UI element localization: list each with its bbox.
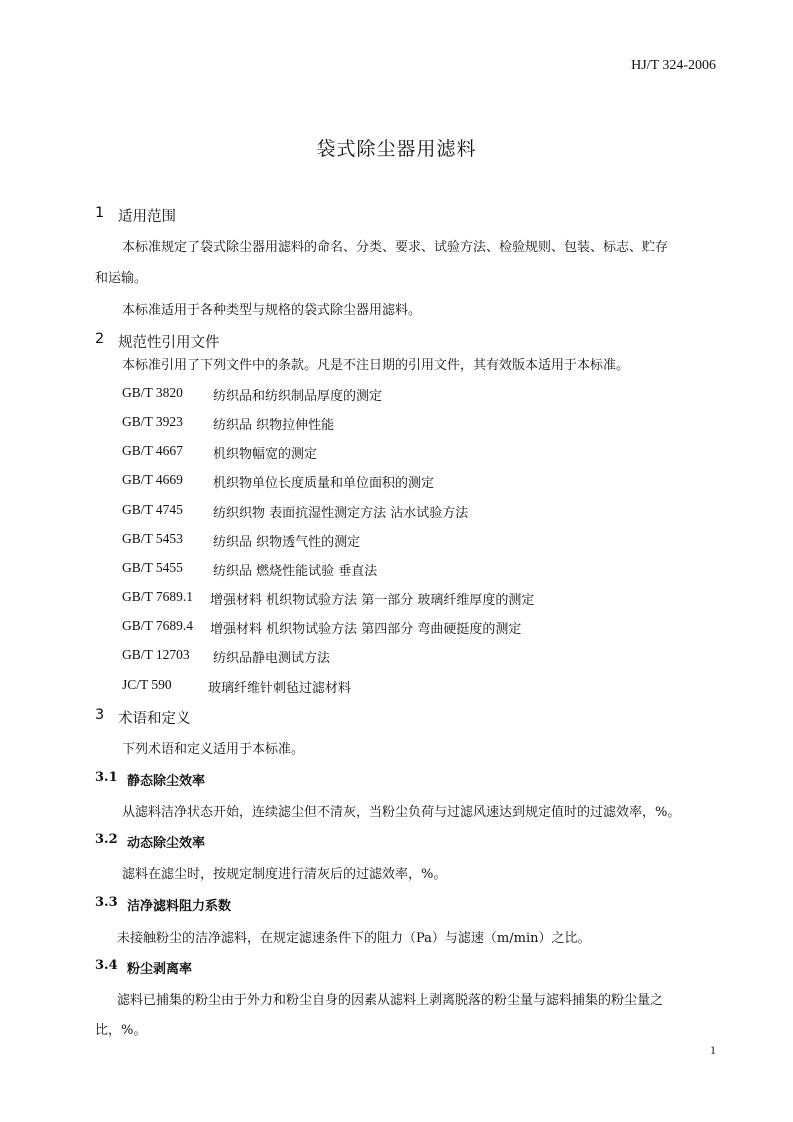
page-title: 袋式除尘器用滤料 — [316, 138, 477, 160]
section-3-number: 3 — [95, 707, 105, 723]
section-1-paragraph-1-line-1: 本标准规定了袋式除尘器用滤料的命名、分类、要求、试验方法、检验规则、包装、标志、贮存 — [122, 240, 669, 255]
reference-code: GB/T 4667 — [122, 443, 183, 458]
section-3-intro: 下列术语和定义适用于本标准。 — [122, 742, 305, 757]
term-definition: 滤料已捕集的粉尘由于外力和粉尘自身的因素从滤料上剥离脱落的粉尘量与滤料捕集的粉尘量之 — [117, 993, 664, 1008]
section-1-paragraph-1-line-2: 和运输。 — [95, 271, 148, 286]
term-definition: 未接触粉尘的洁净滤料，在规定滤速条件下的阻力（Pa）与滤速（m/min）之比。 — [117, 931, 591, 946]
term-heading: 粉尘剥离率 — [127, 962, 193, 977]
reference-code: GB/T 3820 — [122, 385, 183, 400]
section-2-heading: 规范性引用文件 — [118, 335, 220, 351]
term-definition-continued: 比，%。 — [95, 1023, 147, 1038]
reference-code: GB/T 7689.4 — [122, 618, 194, 633]
reference-title: 增强材料 机织物试验方法 第一部分 玻璃纤维厚度的测定 — [210, 593, 535, 608]
reference-title: 纺织品和纺织制品厚度的测定 — [213, 389, 383, 404]
reference-title: 玻璃纤维针刺毡过滤材料 — [208, 681, 352, 696]
reference-code: JC/T 590 — [122, 677, 172, 692]
reference-title: 纺织品静电测试方法 — [213, 651, 331, 666]
reference-title: 纺织品 燃烧性能试验 垂直法 — [213, 564, 378, 579]
reference-title: 纺织织物 表面抗湿性测定方法 沾水试验方法 — [213, 506, 469, 521]
reference-title: 增强材料 机织物试验方法 第四部分 弯曲硬挺度的测定 — [210, 622, 522, 637]
reference-title: 机织物幅宽的测定 — [213, 447, 318, 462]
reference-code: GB/T 5455 — [122, 560, 183, 575]
reference-code: GB/T 4745 — [122, 502, 183, 517]
term-definition: 滤料在滤尘时，按规定制度进行清灰后的过滤效率，%。 — [122, 867, 447, 882]
term-heading: 动态除尘效率 — [127, 836, 206, 851]
term-definition: 从滤料洁净状态开始，连续滤尘但不清灰，当粉尘负荷与过滤风速达到规定值时的过滤效率，%。 — [122, 805, 681, 820]
reference-code: GB/T 5453 — [122, 531, 183, 546]
section-3-heading: 术语和定义 — [118, 711, 191, 727]
section-2-intro: 本标准引用了下列文件中的条款。凡是不注日期的引用文件，其有效版本适用于本标准。 — [122, 358, 630, 373]
term-number: 3.3 — [95, 895, 118, 910]
reference-code: GB/T 4669 — [122, 472, 183, 487]
reference-code: GB/T 3923 — [122, 414, 183, 429]
page-number: 1 — [710, 1043, 716, 1057]
term-heading: 洁净滤料阻力系数 — [127, 899, 232, 914]
section-2-number: 2 — [95, 331, 105, 347]
reference-code: GB/T 7689.1 — [122, 589, 194, 604]
reference-code: GB/T 12703 — [122, 647, 190, 662]
reference-title: 纺织品 织物透气性的测定 — [213, 535, 361, 550]
reference-title: 纺织品 织物拉伸性能 — [213, 418, 335, 433]
term-number: 3.2 — [95, 832, 118, 847]
section-1-paragraph-2: 本标准适用于各种类型与规格的袋式除尘器用滤料。 — [122, 303, 422, 318]
section-1-number: 1 — [95, 205, 105, 221]
term-number: 3.1 — [95, 770, 118, 785]
term-heading: 静态除尘效率 — [127, 774, 206, 789]
document-number: HJ/T 324-2006 — [631, 58, 716, 73]
section-1-heading: 适用范围 — [118, 209, 176, 225]
reference-title: 机织物单位长度质量和单位面积的测定 — [213, 476, 435, 491]
term-number: 3.4 — [95, 958, 118, 973]
